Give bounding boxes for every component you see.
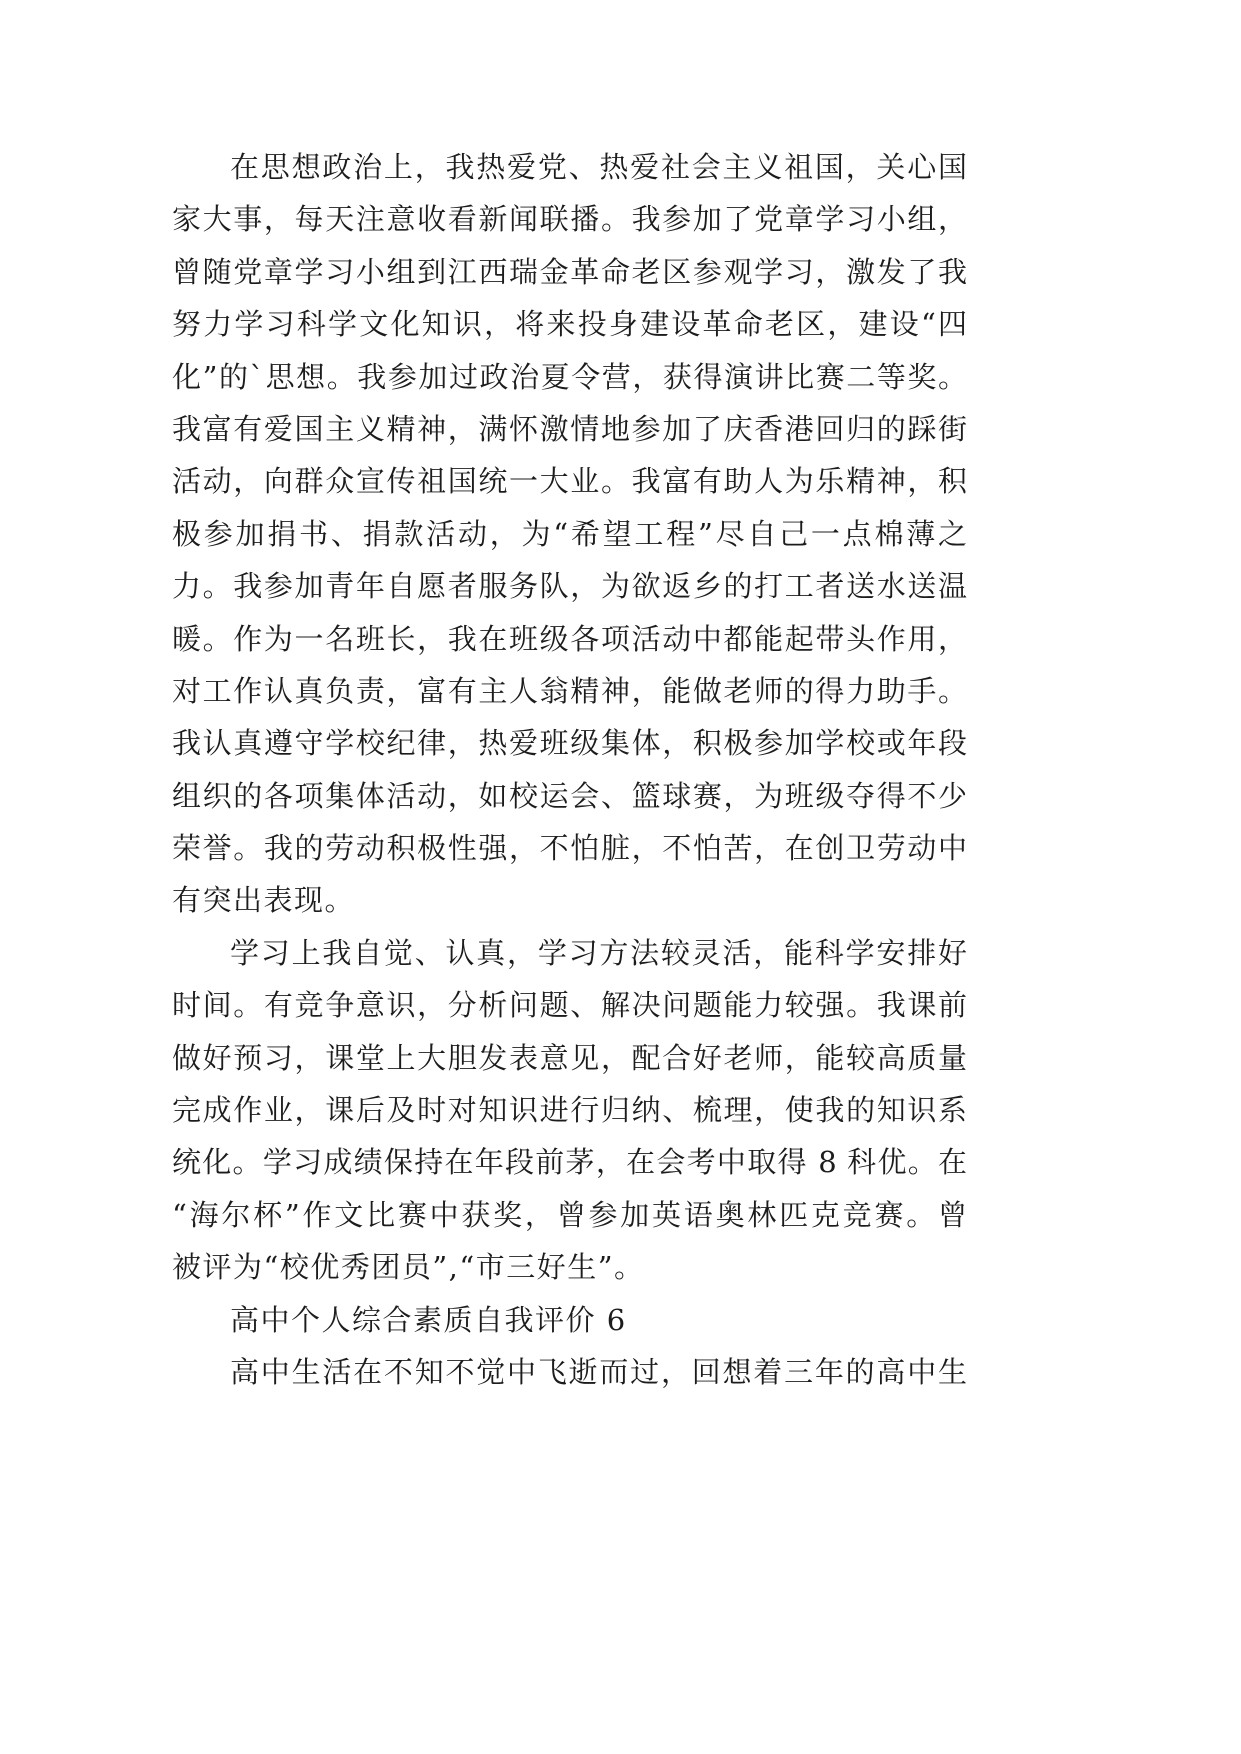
text-line: 我富有爱国主义精神，满怀激情地参加了庆香港回归的踩街 — [172, 411, 967, 446]
text-line: “海尔杯”作文比赛中获奖，曾参加英语奥林匹克竞赛。曾 — [172, 1197, 967, 1232]
text-line: 化”的`思想。我参加过政治夏令营，获得演讲比赛二等奖。 — [172, 359, 967, 394]
text-line: 荣誉。我的劳动积极性强，不怕脏，不怕苦，在创卫劳动中 — [172, 831, 967, 866]
text-line: 有突出表现。 — [172, 883, 356, 918]
text-line: 时间。有竞争意识，分析问题、解决问题能力较强。我课前 — [172, 988, 967, 1023]
text-line: 努力学习科学文化知识，将来投身建设革命老区，建设“四 — [172, 307, 967, 342]
text-line: 完成作业，课后及时对知识进行归纳、梳理，使我的知识系 — [172, 1093, 967, 1128]
text-line: 学习上我自觉、认真，学习方法较灵活，能科学安排好 — [230, 935, 967, 970]
section-heading — [172, 1294, 967, 1346]
text-line: 暖。作为一名班长，我在班级各项活动中都能起带头作用， — [172, 621, 967, 656]
paragraph-political — [172, 141, 967, 927]
text-line: 对工作认真负责，富有主人翁精神，能做老师的得力助手。 — [172, 673, 967, 708]
text-line: 组织的各项集体活动，如校运会、篮球赛，为班级夺得不少 — [172, 778, 967, 813]
document-page — [172, 141, 967, 1398]
paragraph-study — [172, 927, 967, 1294]
text-line: 极参加捐书、捐款活动，为“希望工程”尽自己一点棉薄之 — [172, 516, 967, 551]
text-line: 被评为“校优秀团员”,“市三好生”。 — [172, 1250, 645, 1285]
text-line: 曾随党章学习小组到江西瑞金革命老区参观学习，激发了我 — [172, 254, 967, 289]
heading-line: 高中个人综合素质自我评价 6 — [230, 1302, 627, 1337]
text-line: 我认真遵守学校纪律，热爱班级集体，积极参加学校或年段 — [172, 726, 967, 761]
text-line: 家大事，每天注意收看新闻联播。我参加了党章学习小组， — [172, 202, 967, 237]
text-line: 高中生活在不知不觉中飞逝而过，回想着三年的高中生 — [230, 1354, 967, 1389]
text-line: 做好预习，课堂上大胆发表意见，配合好老师，能较高质量 — [172, 1040, 967, 1075]
text-line: 活动，向群众宣传祖国统一大业。我富有助人为乐精神，积 — [172, 464, 967, 499]
paragraph-life — [172, 1346, 967, 1398]
text-line: 力。我参加青年自愿者服务队，为欲返乡的打工者送水送温 — [172, 569, 967, 604]
text-line: 统化。学习成绩保持在年段前茅，在会考中取得 8 科优。在 — [172, 1145, 967, 1180]
text-line: 在思想政治上，我热爱党、热爱社会主义祖国，关心国 — [230, 150, 967, 184]
